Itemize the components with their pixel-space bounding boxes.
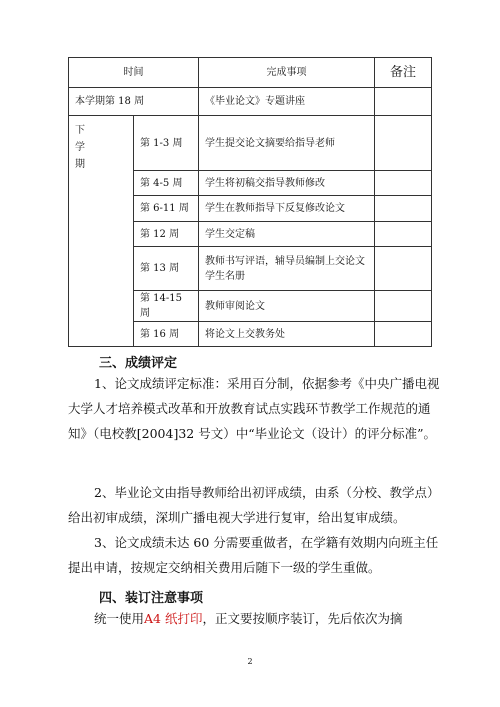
- row-note: [375, 88, 432, 116]
- row-note: [375, 322, 432, 347]
- row-note: [375, 291, 432, 322]
- section-title-grading: 三、成绩评定: [99, 356, 178, 371]
- section-title-binding: 四、装订注意事项: [99, 591, 204, 606]
- schedule-table: [68, 57, 432, 347]
- row-week: 第 16 周: [134, 322, 199, 347]
- row-week: 第 6-11 周: [134, 196, 199, 222]
- paragraph-binding: 统一使用A4 纸打印，正文要按顺序装订，先后依次为摘: [94, 611, 403, 626]
- table-row: [69, 88, 432, 116]
- row-note: [375, 116, 432, 171]
- row-week: 第 12 周: [134, 222, 199, 247]
- paragraph-grading-process: 2、毕业论文由指导教师给出初评成绩，由系（分校、教学点）给出初审成绩，深圳广播电视大学进行复审，给出复审成绩。: [68, 485, 440, 525]
- row-task: 学生将初稿交指导教师修改: [199, 171, 375, 196]
- row-note: [375, 171, 432, 196]
- row-week: 第 13 周: [134, 247, 199, 291]
- row-week: 第 4-5 周: [134, 171, 199, 196]
- header-notes: 备注: [375, 58, 432, 88]
- row-week: 第 14-15 周: [134, 291, 199, 322]
- row-task: 《毕业论文》专题讲座: [199, 88, 375, 116]
- semester-label: 下 学 期: [69, 116, 134, 347]
- paragraph-grading-standard: 1、论文成绩评定标准：采用百分制，依据参考《中央广播电视大学人才培养模式改革和开放教育试点实践环节教学工作规范的通知》（电校教[2004]32 号文）中“毕业论文（设计）的评分标准”。: [68, 376, 440, 441]
- row-task: 将论文上交教务处: [199, 322, 375, 347]
- row-week: 第 1-3 周: [134, 116, 199, 171]
- row-note: [375, 222, 432, 247]
- header-tasks: 完成事项: [199, 58, 375, 88]
- page-number: 2: [247, 657, 253, 666]
- row-note: [375, 196, 432, 222]
- row-task: 教师审阅论文: [199, 291, 375, 322]
- row-time: 本学期第 18 周: [69, 88, 199, 116]
- paragraph-redo: 3、论文成绩未达 60 分需要重做者，在学籍有效期内向班主任提出申请，按规定交纳相关费用后随下一级的学生重做。: [68, 535, 439, 575]
- row-note: [375, 247, 432, 291]
- table-header-row: [69, 58, 432, 88]
- header-time: 时间: [69, 58, 199, 88]
- highlight-a4-print: A4 纸打印: [144, 611, 203, 626]
- row-task: 教师书写评语，辅导员编制上交论文学生名册: [199, 247, 375, 291]
- table-row: [69, 116, 432, 171]
- row-task: 学生在教师指导下反复修改论文: [199, 196, 375, 222]
- row-task: 学生提交论文摘要给指导老师: [199, 116, 375, 171]
- row-task: 学生交定稿: [199, 222, 375, 247]
